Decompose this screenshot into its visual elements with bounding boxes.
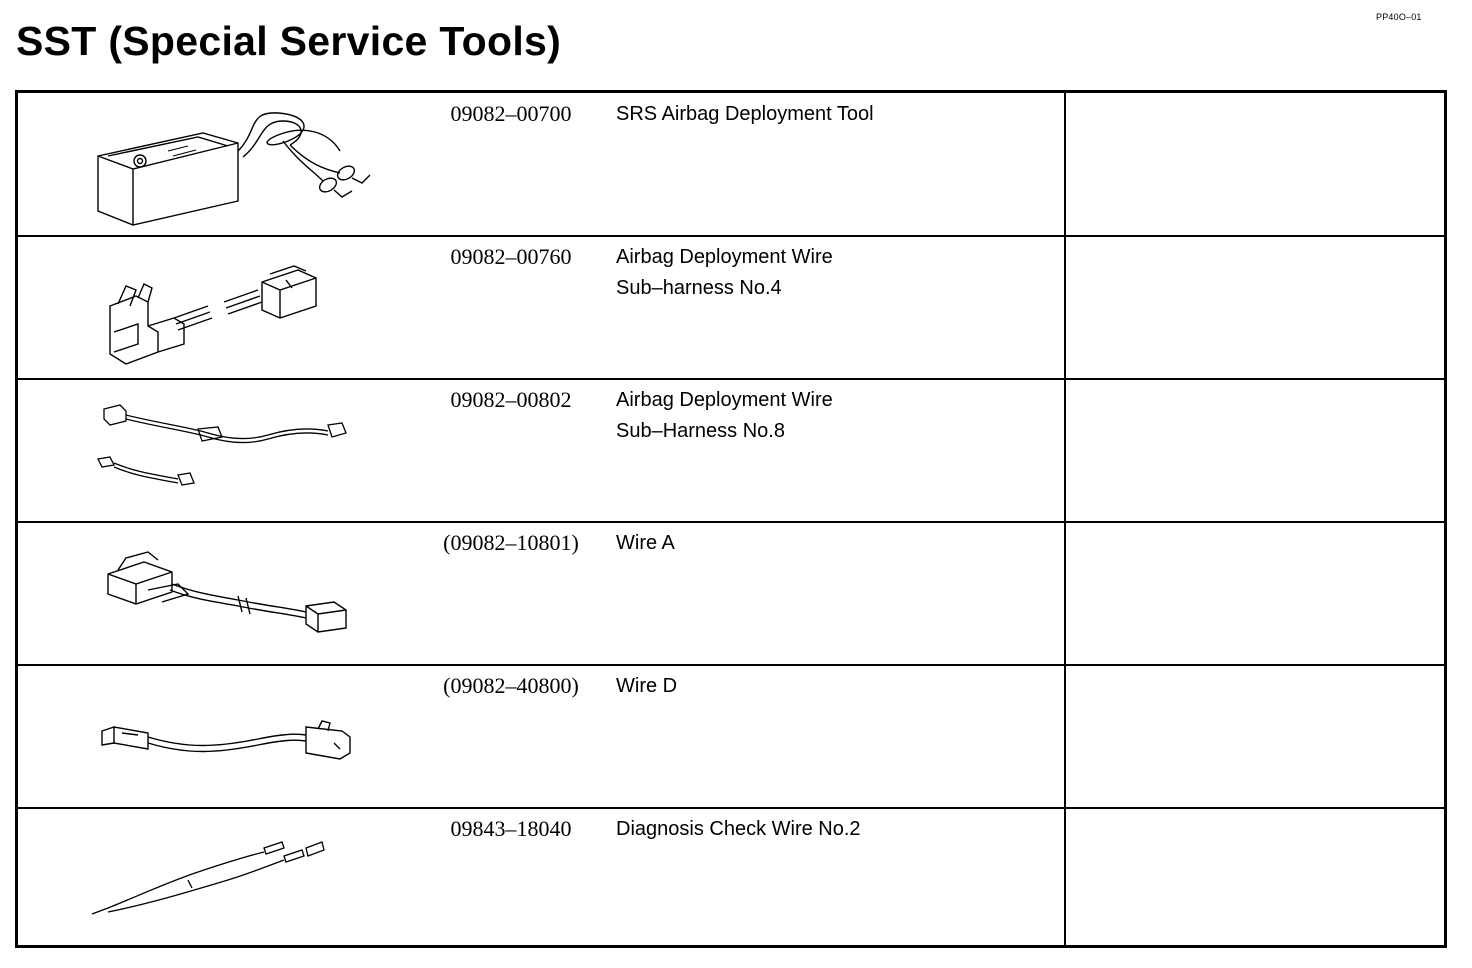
- part-number: (09082–10801): [443, 530, 579, 555]
- part-number: 09082–00700: [450, 101, 572, 126]
- tool-name: [616, 528, 675, 559]
- tool-row-sub-harness-no4: [18, 236, 1444, 379]
- tool-name-line: Sub–Harness No.8: [616, 420, 785, 442]
- part-number: 09082–00760: [450, 244, 572, 269]
- tool-name-line: Wire D: [616, 675, 678, 697]
- tool-row-sub-harness-no8: [18, 379, 1444, 522]
- tool-row-check-wire-no2: [18, 808, 1444, 951]
- tool-name-line: Sub–harness No.4: [616, 277, 782, 299]
- part-number: 09843–18040: [450, 816, 572, 841]
- tool-name-line: Diagnosis Check Wire No.2: [616, 818, 861, 840]
- part-number: (09082–40800): [443, 673, 579, 698]
- tool-name-line: SRS Airbag Deployment Tool: [616, 103, 874, 125]
- tool-name-line: Airbag Deployment Wire: [616, 246, 833, 268]
- tool-name: [616, 671, 677, 702]
- tool-name: [616, 242, 833, 304]
- tool-row-wire-d: [18, 665, 1444, 808]
- sst-table: [15, 90, 1447, 948]
- document-id: PP40O–01: [1376, 12, 1422, 22]
- sub-harness-no4-illustration: [78, 244, 378, 372]
- sub-harness-no8-illustration: [78, 387, 378, 515]
- tool-name: [616, 385, 833, 447]
- tool-name: [616, 814, 861, 845]
- wire-d-illustration: [78, 673, 378, 801]
- tool-name-line: Airbag Deployment Wire: [616, 389, 833, 411]
- wire-a-illustration: [78, 530, 378, 658]
- page-title: SST (Special Service Tools): [16, 18, 562, 64]
- tool-row-wire-a: [18, 522, 1444, 665]
- part-number: 09082–00802: [450, 387, 572, 412]
- tool-name-line: Wire A: [616, 532, 675, 554]
- tool-name: [616, 99, 874, 130]
- check-wire-no2-illustration: [78, 816, 378, 944]
- tool-row-srs-deployment-tool: [18, 93, 1444, 236]
- deployment-tool-box-illustration: [78, 101, 378, 229]
